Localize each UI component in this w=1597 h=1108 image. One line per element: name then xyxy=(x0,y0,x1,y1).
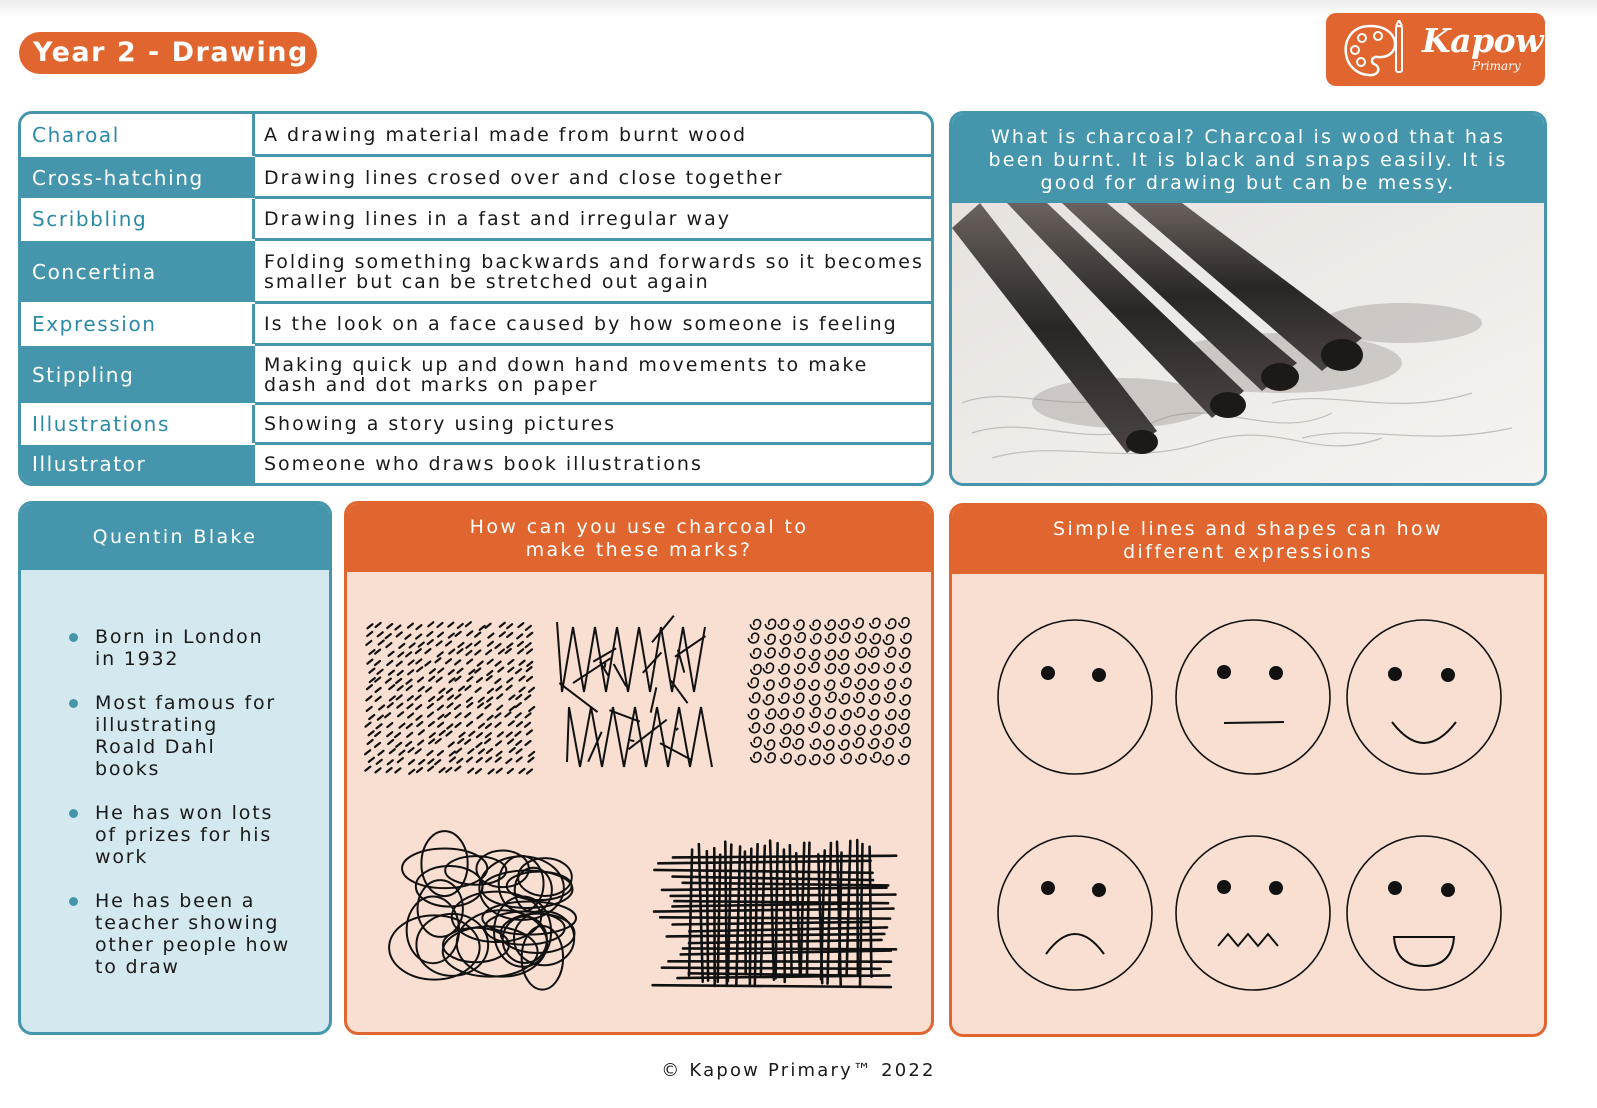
cross-hatching-mark xyxy=(653,840,897,987)
palette-brush-icon xyxy=(1340,20,1410,82)
definition-line: Making quick up and down hand movements to make xyxy=(264,353,869,376)
smile-face-icon xyxy=(1347,620,1501,774)
vocab-definition xyxy=(255,241,931,302)
charcoal-line: been burnt. It is black and snaps easily. It is xyxy=(988,149,1508,171)
fact-item xyxy=(69,626,309,670)
logo-sub: Primary xyxy=(1472,59,1521,73)
vocab-term: Scribbling xyxy=(21,199,255,239)
hatching-mark xyxy=(557,616,712,767)
charcoal-info-box xyxy=(949,111,1547,486)
logo-name: Kapow xyxy=(1422,21,1544,60)
charcoal-line: good for drawing but can be messy. xyxy=(1040,172,1456,194)
vocabulary-table xyxy=(18,111,934,486)
vocab-row xyxy=(21,157,931,198)
marks-title xyxy=(347,504,931,572)
marks-title-line: make these marks? xyxy=(525,539,753,561)
vocab-row xyxy=(21,405,931,443)
fact-line: Born in London xyxy=(95,626,264,648)
sleepy-face-icon xyxy=(998,620,1152,774)
fact-line: to draw xyxy=(95,956,180,978)
vocab-definition: Is the look on a face caused by how someone is feeling xyxy=(264,313,898,335)
vocab-definition xyxy=(255,346,931,403)
vocab-definition: Drawing lines crosed over and close together xyxy=(264,166,784,189)
bullet-icon xyxy=(69,897,78,906)
fact-line: illustrating xyxy=(95,714,219,736)
charcoal-marks-box xyxy=(344,501,934,1035)
laughing-face-icon xyxy=(1347,836,1501,990)
marks-illustrations xyxy=(347,572,931,1032)
vocab-row xyxy=(21,199,931,239)
vocab-definition: Drawing lines in a fast and irregular way xyxy=(264,208,731,230)
fact-line: Roald Dahl xyxy=(95,736,216,758)
quentin-title: Quentin Blake xyxy=(21,504,329,570)
fact-line: books xyxy=(95,758,161,780)
fact-item xyxy=(69,692,309,780)
vocab-term: Cross-hatching xyxy=(21,157,255,198)
bullet-icon xyxy=(69,809,78,818)
expressions-box xyxy=(949,503,1547,1037)
fact-line: in 1932 xyxy=(95,648,180,670)
expression-faces xyxy=(952,574,1544,1034)
bullet-icon xyxy=(69,633,78,642)
vocab-row xyxy=(21,445,931,483)
bullet-icon xyxy=(69,699,78,708)
scribble-mark xyxy=(389,831,576,989)
vocab-row xyxy=(21,114,931,156)
fact-line: Most famous for xyxy=(95,692,276,714)
page-title-text: Year 2 - Drawing xyxy=(33,37,309,68)
copyright-footer: © Kapow Primary™ 2022 xyxy=(661,1060,936,1081)
swirl-mark xyxy=(748,618,911,765)
fact-item xyxy=(69,802,309,868)
charcoal-line: What is charcoal? Charcoal is wood that has xyxy=(990,126,1506,148)
definition-line: dash and dot marks on paper xyxy=(264,373,599,396)
page-title xyxy=(19,32,317,74)
expressions-title-line: Simple lines and shapes can how xyxy=(1053,518,1443,540)
quentin-blake-box xyxy=(18,501,332,1035)
vocab-term: Concertina xyxy=(21,241,255,302)
sad-face-icon xyxy=(998,836,1152,990)
expressions-title xyxy=(952,506,1544,574)
expressions-title-line: different expressions xyxy=(1123,541,1373,563)
vocab-term: Charoal xyxy=(21,114,255,156)
vocab-term: Illustrations xyxy=(21,405,255,443)
vocab-row xyxy=(21,304,931,344)
fact-item xyxy=(69,890,309,978)
vocab-definition: Showing a story using pictures xyxy=(264,413,617,435)
quentin-facts xyxy=(69,626,309,1000)
fact-line: He has won lots xyxy=(95,802,274,824)
vocab-term: Illustrator xyxy=(21,445,255,483)
vocab-term: Expression xyxy=(21,304,255,344)
vocab-row xyxy=(21,346,931,403)
vocab-row xyxy=(21,241,931,302)
vocab-definition: A drawing material made from burnt wood xyxy=(264,124,748,146)
vocab-term: Stippling xyxy=(21,346,255,403)
fact-line: work xyxy=(95,846,149,868)
fact-line: of prizes for his xyxy=(95,824,273,846)
fact-line: other people how xyxy=(95,934,291,956)
stippling-mark xyxy=(365,622,534,774)
definition-line: Folding something backwards and forwards so it becomes xyxy=(264,250,924,273)
fact-line: teacher showing xyxy=(95,912,280,934)
charcoal-sticks-image xyxy=(952,203,1544,483)
vocab-definition: Someone who draws book illustrations xyxy=(264,453,703,475)
kapow-logo xyxy=(1326,13,1545,86)
fact-line: He has been a xyxy=(95,890,256,912)
worried-face-icon xyxy=(1176,836,1330,990)
neutral-face-icon xyxy=(1176,620,1330,774)
charcoal-description xyxy=(952,114,1544,203)
definition-line: smaller but can be stretched out again xyxy=(264,270,710,293)
marks-title-line: How can you use charcoal to xyxy=(469,516,809,538)
